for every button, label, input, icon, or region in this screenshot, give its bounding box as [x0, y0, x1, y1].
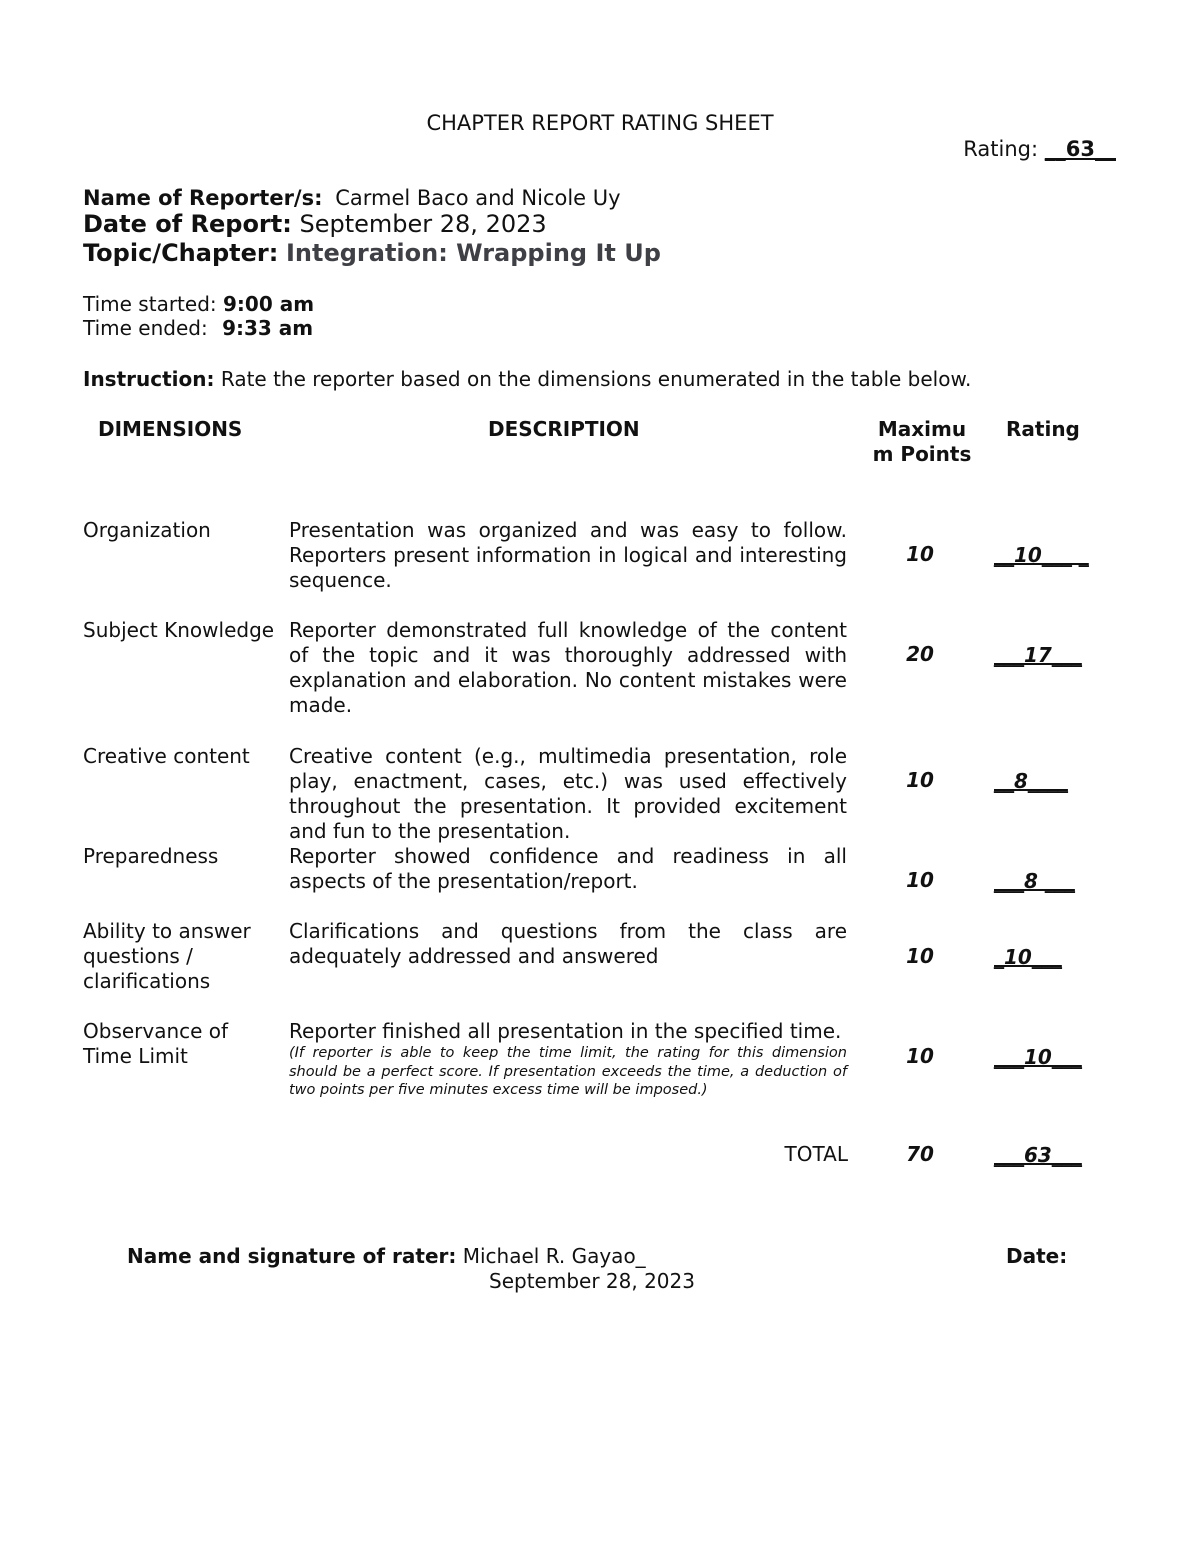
time-ended-label: Time ended:: [83, 316, 208, 340]
row-creative-content-max: 10: [906, 768, 934, 792]
time-started-line: [83, 292, 314, 316]
row-creative-content-dimension: Creative content: [83, 744, 250, 768]
rater-label: Name and signature of rater:: [127, 1244, 457, 1268]
row-subject-knowledge-description: Reporter demonstrated full knowledge of the content of the topic and it was thoroughly addressed with explanation and elaboration. No content mistakes were made.: [289, 618, 847, 717]
total-max: 70: [906, 1142, 934, 1166]
reporter-label: Name of Reporter/s:: [83, 186, 323, 210]
date-of-report-label: Date of Report:: [83, 210, 292, 238]
header-description: DESCRIPTION: [488, 417, 640, 441]
row-preparedness-dimension: Preparedness: [83, 844, 219, 868]
date-of-report-value: September 28, 2023: [299, 210, 547, 238]
row-ability-to-answer-description: Clarifications and questions from the class are adequately addressed and answered: [289, 919, 847, 968]
overall-rating-label: Rating:: [963, 137, 1039, 161]
header-max-points: Maximum Points: [872, 417, 972, 466]
time-ended-value: 9:33 am: [222, 316, 314, 340]
rater-date-label: Date:: [1006, 1244, 1068, 1268]
instruction-label: Instruction:: [83, 367, 215, 391]
header-rating: Rating: [1006, 417, 1080, 441]
row-time-limit-dimension: Observance of Time Limit: [83, 1019, 229, 1068]
row-ability-to-answer-max: 10: [906, 944, 934, 968]
reporter-value: Carmel Baco and Nicole Uy: [335, 186, 621, 210]
overall-rating: [963, 137, 1116, 162]
row-preparedness-max: 10: [906, 868, 934, 892]
row-creative-content-description: Creative content (e.g., multimedia presentation, role play, enactment, cases, etc.) was used effectively throughout the presentation. It provided excitement and fun to the presentation.: [289, 744, 847, 843]
row-ability-to-answer-dimension: Ability to answer questions / clarifications: [83, 919, 251, 993]
row-time-limit-rating: ___10___: [994, 1045, 1082, 1069]
total-label: TOTAL: [784, 1142, 848, 1166]
row-subject-knowledge-max: 20: [906, 642, 934, 666]
row-creative-content-rating: __8____: [994, 769, 1068, 793]
overall-rating-value: __63__: [1044, 137, 1116, 161]
instruction-line: [83, 367, 971, 391]
topic-line: [83, 239, 661, 268]
row-organization-dimension: Organization: [83, 518, 211, 542]
row-subject-knowledge-dimension: Subject Knowledge: [83, 618, 275, 642]
total-rating: ___63___: [994, 1143, 1082, 1167]
row-preparedness-description: Reporter showed confidence and readiness in all aspects of the presentation/report.: [289, 844, 847, 893]
row-subject-knowledge-rating: ___17___: [994, 643, 1082, 667]
row-preparedness-rating: ___8 ___: [994, 869, 1075, 893]
row-organization-rating: __10___ _: [994, 543, 1089, 567]
row-time-limit-description: Reporter finished all presentation in the specified time.: [289, 1019, 842, 1043]
row-organization-max: 10: [906, 542, 934, 566]
row-time-limit-max: 10: [906, 1044, 934, 1068]
date-of-report-line: [83, 210, 547, 239]
row-organization-description: Presentation was organized and was easy to follow. Reporters present information in logical and interesting sequence.: [289, 518, 847, 592]
topic-value: Integration: Wrapping It Up: [285, 239, 661, 267]
header-dimensions: DIMENSIONS: [98, 417, 243, 441]
time-started-value: 9:00 am: [222, 292, 315, 316]
time-ended-line: [83, 316, 313, 340]
row-ability-to-answer-rating: _10___: [994, 945, 1062, 969]
rater-line: [127, 1244, 646, 1268]
row-time-limit-description-block: [289, 1019, 847, 1100]
rater-date-value: September 28, 2023: [489, 1269, 695, 1293]
time-started-label: Time started:: [83, 292, 217, 316]
rater-name: Michael R. Gayao_: [462, 1244, 646, 1268]
instruction-text: Rate the reporter based on the dimensions enumerated in the table below.: [220, 367, 972, 391]
page-title: CHAPTER REPORT RATING SHEET: [426, 111, 774, 135]
reporter-line: [83, 186, 621, 211]
topic-label: Topic/Chapter:: [83, 239, 279, 267]
row-time-limit-note: (If reporter is able to keep the time limit, the rating for this dimension should be a perfect score. If presentation exceeds the time, a deduction of two points per five minutes excess time will be imposed.): [289, 1045, 847, 1098]
